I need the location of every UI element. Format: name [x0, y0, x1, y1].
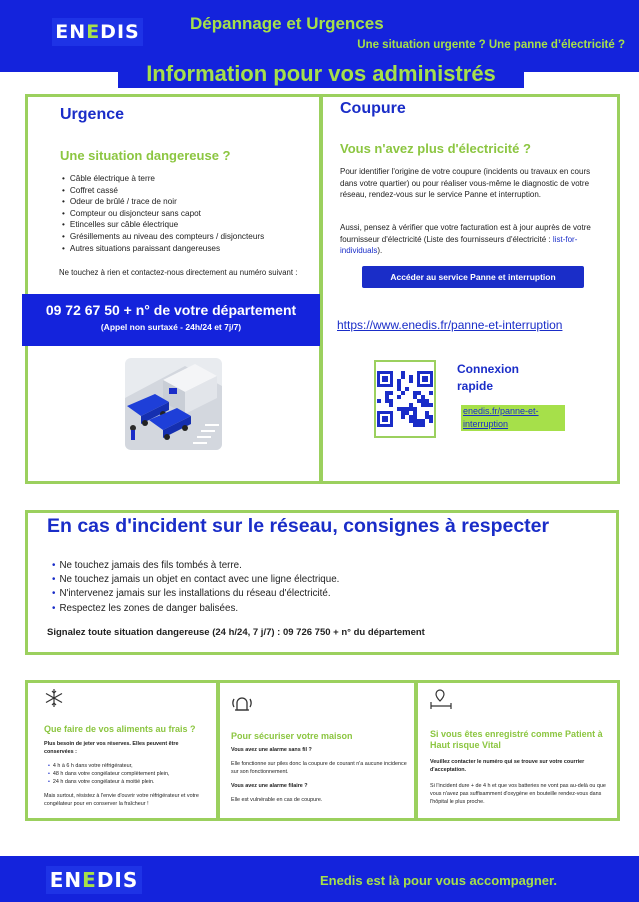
suppliers-list-link[interactable]: list-for-individuals: [340, 234, 578, 255]
list-item: • 24 h dans votre congélateur à moitié plein.: [48, 778, 209, 786]
list-item: • 4 h à 6 h dans votre réfrigérateur,: [48, 762, 209, 770]
alarm-icon: [231, 694, 253, 717]
food-text: [44, 740, 209, 808]
qr-short-link[interactable]: enedis.fr/panne-et-interruption: [461, 405, 565, 431]
enedis-logo: EN E DIS: [52, 18, 143, 46]
urgence-subtitle: Une situation dangereuse ?: [60, 148, 231, 163]
header-subtitle: Une situation urgente ? Une panne d’électricité ?: [357, 39, 625, 51]
emergency-phone-box: [22, 294, 320, 346]
outage-service-button[interactable]: Accéder au service Panne et interruption: [362, 266, 584, 288]
vital-risk-instruction: Veuillez contacter le numéro qui se trouve sur votre courrier d'acceptation.: [430, 759, 585, 773]
coupure-subtitle: Vous n'avez plus d'électricité ?: [340, 141, 531, 156]
emergency-phone-note: (Appel non surtaxé - 24h/24 et 7j/7): [100, 322, 242, 332]
header-title: Dépannage et Urgences: [190, 14, 384, 33]
coupure-title: Coupure: [340, 100, 406, 117]
list-item: • Respectez les zones de danger balisées.: [52, 602, 339, 616]
food-list: [48, 762, 209, 786]
vital-risk-text: [430, 758, 610, 806]
list-item: • Compteur ou disjoncteur sans capot: [62, 208, 264, 220]
list-item: • Autres situations paraissant dangereuses: [62, 243, 264, 255]
list-item: • Grésillements au niveau des compteurs / disjoncteurs: [62, 231, 264, 243]
vital-risk-title: Si vous êtes enregistré comme Patient à Haut risque Vital: [430, 729, 603, 750]
security-question: Vous avez une alarme filaire ?: [231, 783, 308, 789]
food-title: Que faire de vos aliments au frais ?: [44, 724, 196, 734]
qr-code[interactable]: [374, 360, 436, 438]
list-item: • N'intervenez jamais sur les installations du réseau d'électricité.: [52, 587, 339, 601]
security-text: [231, 746, 409, 804]
quick-connect-line: Connexion: [457, 362, 519, 376]
outage-service-url[interactable]: https://www.enedis.fr/panne-et-interruption: [337, 318, 563, 332]
food-outro: Mais surtout, résistez à l'envie d'ouvrir votre réfrigérateur et votre congélateur pour en conserver la fraîcheur !: [44, 793, 199, 807]
vital-risk-advice: Si l'incident dure + de 4 h et que vos batteries ne vont pas au-delà ou que vous n'avez pas suffisamment d'oxygène en bouteille rendez-vous dans l'hôpital le plus proche.: [430, 783, 606, 805]
service-truck-illustration: [125, 358, 222, 450]
billing-text-end: ).: [377, 246, 383, 255]
quick-connect-label: [457, 361, 519, 395]
snowflake-icon: [44, 688, 64, 713]
footer-tagline: Enedis est là pour vous accompagner.: [320, 873, 557, 888]
list-item: • Odeur de brûlé / trace de noir: [62, 196, 264, 208]
emergency-phone-number: 09 72 67 50 + n° de votre département: [45, 302, 297, 318]
food-intro: Plus besoin de jeter vos réserves. Elles peuvent être conservées :: [44, 741, 179, 755]
list-item: • Etincelles sur câble électrique: [62, 219, 264, 231]
list-item: • 48 h dans votre congélateur complètement plein,: [48, 770, 209, 778]
security-question: Vous avez une alarme sans fil ?: [231, 747, 312, 753]
urgence-title: Urgence: [60, 106, 125, 123]
hospital-bed-icon: [430, 688, 452, 715]
list-item: • Coffret cassé: [62, 185, 264, 197]
urgence-list: [62, 173, 264, 254]
incident-title: En cas d'incident sur le réseau, consignes à respecter: [47, 515, 550, 537]
security-answer: Elle fonctionne sur piles donc la coupure de courant n'a aucune incidence sur son fonctionnement.: [231, 761, 407, 775]
security-answer: Elle est vulnérable en cas de coupure.: [231, 797, 323, 803]
billing-text: Aussi, pensez à vérifier que votre facturation est à jour auprès de votre fournisseur d'électricité (Liste des fournisseurs d'électricité :: [340, 223, 591, 244]
list-item: • Ne touchez jamais des fils tombés à terre.: [52, 559, 339, 573]
enedis-logo: EN E DIS: [46, 866, 142, 894]
incident-report-note: Signalez toute situation dangereuse (24 h/24, 7 j/7) : 09 726 750 + n° du département: [47, 627, 425, 638]
security-title: Pour sécuriser votre maison: [231, 731, 353, 741]
coupure-paragraph: Pour identifier l'origine de votre coupure (incidents ou travaux en cours dans votre quartier) ou pour réaliser vous-même le diagnostic de votre réseau, rendez-vous sur le service Panne et interruption.: [340, 167, 591, 199]
main-title: Information pour vos administrés: [118, 59, 524, 88]
list-item: • Câble électrique à terre: [62, 173, 264, 185]
list-item: • Ne touchez jamais un objet en contact avec une ligne électrique.: [52, 573, 339, 587]
quick-connect-line: rapide: [457, 379, 494, 393]
coupure-billing-paragraph: [340, 222, 608, 257]
incident-list: [52, 559, 339, 616]
urgence-note: Ne touchez à rien et contactez-nous directement au numéro suivant :: [59, 268, 298, 277]
